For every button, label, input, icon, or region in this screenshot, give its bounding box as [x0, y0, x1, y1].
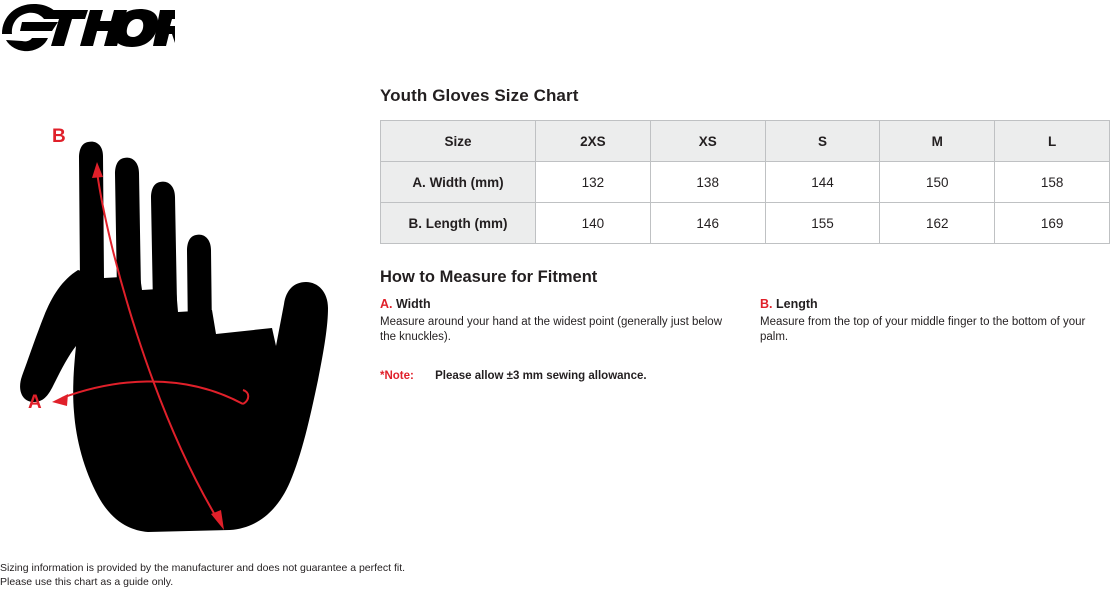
table-header-s: S	[765, 121, 880, 162]
sewing-allowance-note	[380, 370, 1110, 382]
footer-line-1: Sizing information is provided by the manufacturer and does not guarantee a perfect fit.	[0, 562, 406, 574]
measure-item-width	[380, 297, 760, 344]
thor-logo-svg	[0, 0, 175, 58]
size-chart-content	[380, 86, 1110, 382]
row-label-length: B. Length (mm)	[381, 203, 536, 244]
thor-wordmark	[44, 9, 175, 47]
measure-desc-length: Measure from the top of your middle finger to the bottom of your palm.	[760, 316, 1086, 343]
how-to-measure-columns	[380, 297, 1110, 344]
diagram-label-a: A	[28, 392, 42, 413]
brand-logo	[0, 0, 175, 58]
cell-length-2xs: 140	[536, 203, 651, 244]
cell-width-l: 158	[995, 162, 1110, 203]
cell-length-xs: 146	[650, 203, 765, 244]
table-row	[381, 203, 1110, 244]
table-header-row	[381, 121, 1110, 162]
measure-letter-b: B.	[760, 297, 773, 311]
table-header-l: L	[995, 121, 1110, 162]
table-header-m: M	[880, 121, 995, 162]
table-header-xs: XS	[650, 121, 765, 162]
hand-diagram-svg	[0, 110, 360, 550]
measure-item-length-heading	[760, 297, 1110, 311]
note-label: *Note:	[380, 370, 414, 383]
footer-disclaimer	[0, 561, 405, 589]
cell-length-l: 169	[995, 203, 1110, 244]
cell-width-2xs: 132	[536, 162, 651, 203]
measure-desc-width: Measure around your hand at the widest point (generally just below the knuckles).	[380, 316, 723, 343]
table-row	[381, 162, 1110, 203]
table-header-size: Size	[381, 121, 536, 162]
page-title: Youth Gloves Size Chart	[380, 86, 579, 105]
footer-line-2: Please use this chart as a guide only.	[0, 576, 174, 589]
cell-length-m: 162	[880, 203, 995, 244]
hand-silhouette	[20, 142, 328, 532]
diagram-label-b: B	[52, 126, 66, 147]
cell-width-s: 144	[765, 162, 880, 203]
how-to-measure-title: How to Measure for Fitment	[380, 268, 598, 286]
hand-measurement-diagram	[0, 110, 360, 550]
cell-width-m: 150	[880, 162, 995, 203]
measure-item-width-heading	[380, 297, 744, 311]
measure-item-length	[760, 297, 1110, 344]
cell-width-xs: 138	[650, 162, 765, 203]
row-label-width: A. Width (mm)	[381, 162, 536, 203]
measure-letter-a: A.	[380, 297, 393, 311]
measure-name-length: Length	[775, 297, 818, 311]
table-header-2xs: 2XS	[536, 121, 651, 162]
cell-length-s: 155	[765, 203, 880, 244]
note-text: Please allow ±3 mm sewing allowance.	[435, 370, 647, 383]
measure-name-width: Width	[395, 297, 431, 311]
size-chart-table	[380, 120, 1110, 244]
